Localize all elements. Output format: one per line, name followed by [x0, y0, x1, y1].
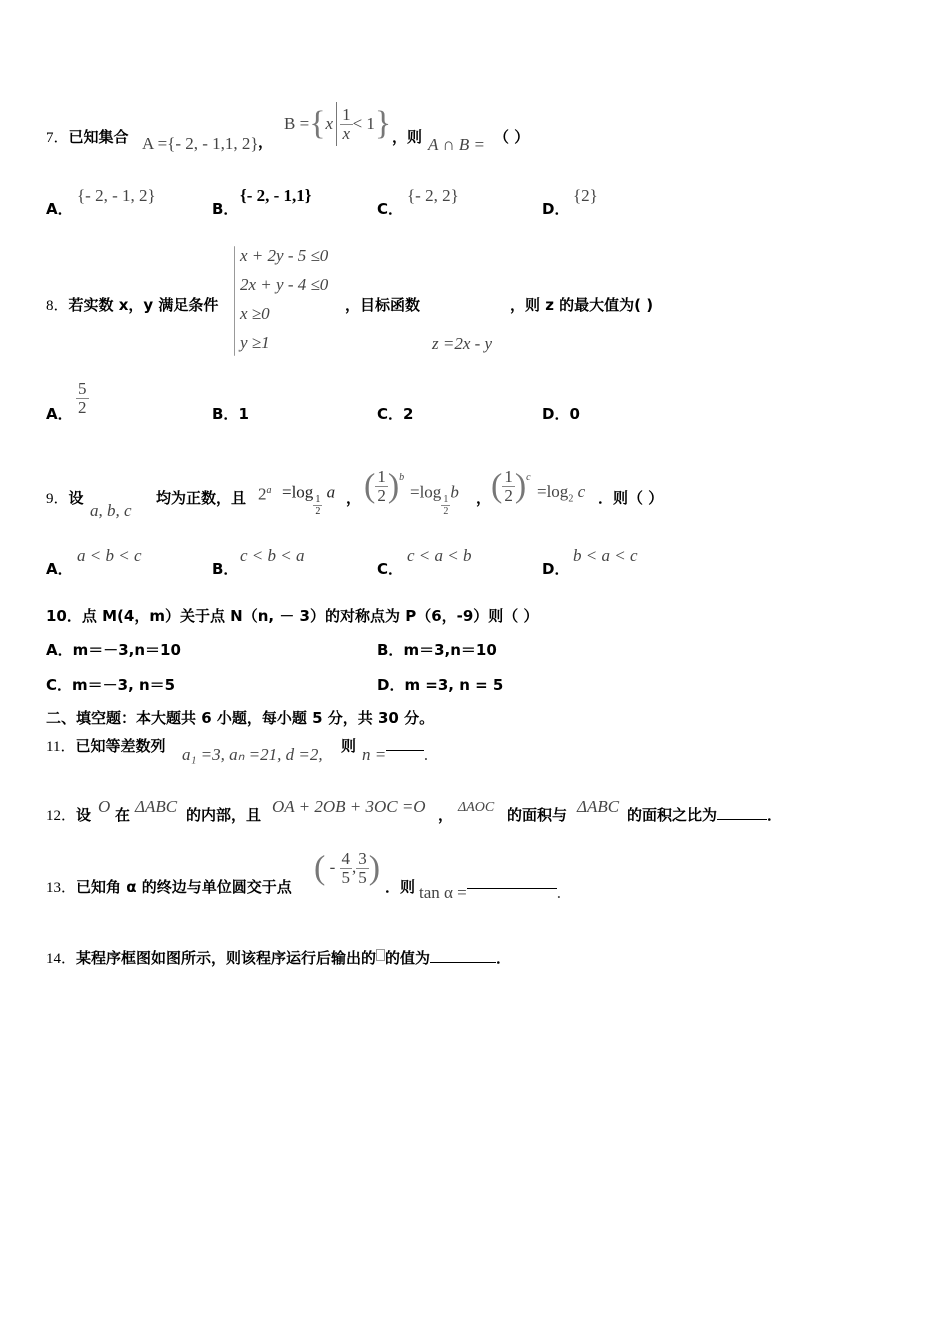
q11-answer[interactable] — [362, 745, 428, 765]
exponent: b — [399, 472, 405, 483]
q7-option-c[interactable]: {- 2, 2} — [407, 186, 459, 205]
label: C． — [377, 405, 404, 423]
q7-option-d[interactable]: {2} — [573, 186, 598, 205]
section-heading-fill-in: 二、填空题：本大题共 6 小题，每小题 5 分，共 30 分。 — [46, 709, 435, 727]
q7-set-b-rhs: < 1 — [352, 114, 375, 133]
numerator: 1 — [504, 467, 513, 486]
q10-option-b[interactable] — [377, 641, 497, 659]
denominator: x — [342, 123, 351, 143]
q8-option-d[interactable] — [542, 405, 580, 423]
q9-option-d-label: D． — [542, 560, 570, 578]
log: =log — [282, 482, 314, 502]
q9-comma: ， — [346, 489, 362, 507]
left-brace-icon: { — [309, 105, 326, 142]
arg: b — [450, 482, 459, 502]
q7-option-b[interactable]: {- 2, - 1,1} — [240, 186, 312, 205]
q7-option-a-label: A． — [46, 200, 73, 218]
numerator: 1 — [443, 494, 449, 505]
q9-eq3: ( $\frac{1}{2}$ )$^c$ — [491, 467, 531, 505]
minus: - — [329, 857, 336, 877]
denominator: 2 — [78, 398, 87, 417]
denominator: 5 — [341, 868, 350, 887]
q7-comma: ， — [258, 133, 274, 151]
q9-text3: ．则（ ） — [598, 489, 664, 507]
q9-eq1-rhs — [282, 482, 336, 517]
q9-option-d[interactable]: b < a < c — [573, 546, 638, 565]
arg: c — [577, 482, 586, 501]
q10-option-c[interactable] — [46, 676, 175, 694]
denominator: 2 — [315, 506, 321, 517]
answer-blank[interactable] — [717, 819, 767, 820]
label: B． — [212, 405, 239, 423]
value: m＝－3, n＝5 — [72, 676, 176, 694]
q8-option-a-label: A． — [46, 405, 73, 423]
q11-math: a₁ =3, aₙ =21, d =2, — [182, 745, 323, 764]
text: 在 — [115, 806, 131, 824]
value: 0 — [569, 405, 580, 423]
denominator: 2 — [504, 486, 513, 505]
q7-answer-paren: （ ） — [494, 128, 530, 146]
q8-condition: x ≥0 — [240, 304, 270, 323]
log: =log — [410, 482, 442, 502]
tan-alpha: tan α = — [419, 883, 467, 902]
q11-text2: 则 — [341, 737, 357, 755]
text: 的面积之比为 — [627, 806, 718, 824]
label: D． — [542, 405, 570, 423]
q9-vars: a, b, c — [90, 501, 132, 520]
q7-set-b-lhs: B = — [284, 114, 310, 133]
value: m =3, n = 5 — [404, 676, 504, 694]
q8-option-c[interactable] — [377, 405, 413, 423]
text: ， — [438, 806, 454, 824]
numerator: 3 — [358, 849, 367, 868]
q7-text2: ，则 — [392, 128, 423, 146]
q9-option-b-label: B． — [212, 560, 239, 578]
q12-triangle-abc: ΔABC — [135, 797, 178, 816]
q9-option-a[interactable]: a < b < c — [77, 546, 142, 565]
q9-eq2-rhs — [410, 482, 459, 517]
q10-option-d[interactable] — [377, 676, 503, 694]
period: ． — [767, 806, 783, 824]
q10-text: 10．点 M(4，m）关于点 N（n, － 3）的对称点为 P（6，-9）则（ ） — [46, 607, 539, 625]
missing-symbol-icon — [376, 949, 385, 961]
denominator: 2 — [377, 486, 386, 505]
label: B． — [377, 641, 404, 659]
q11-number: 11． — [46, 739, 76, 755]
label: C． — [46, 676, 73, 694]
denominator: 5 — [358, 868, 367, 887]
q8-text3: ，则 z 的最大值为( ) — [510, 296, 654, 314]
q13-text: 已知角 α 的终边与单位圆交于点 — [76, 878, 292, 896]
text: 的面积与 — [507, 806, 568, 824]
q9-option-a-label: A． — [46, 560, 73, 578]
q7-option-a[interactable]: {- 2, - 1, 2} — [77, 186, 156, 205]
q9-eq1 — [258, 481, 272, 505]
system-brace-icon — [234, 246, 235, 356]
q8-text: 若实数 x，y 满足条件 — [68, 296, 219, 314]
q13-number: 13． — [46, 880, 77, 896]
q7-text: 已知集合 — [68, 128, 129, 146]
q8-text2: ，目标函数 — [345, 296, 421, 314]
q8-number: 8． — [46, 298, 69, 314]
q9-text: 设 — [68, 489, 84, 507]
lhs: n = — [362, 745, 387, 764]
q9-text2: 均为正数，且 — [156, 489, 247, 507]
q7-number: 7． — [46, 130, 69, 146]
exponent: c — [526, 472, 531, 483]
value: m＝－3,n＝10 — [72, 641, 181, 659]
q7-option-b-label: B． — [212, 200, 239, 218]
q14-number: 14． — [46, 951, 77, 967]
answer-blank[interactable] — [386, 750, 424, 751]
q8-condition: y ≥1 — [240, 333, 270, 352]
q10-option-a[interactable] — [46, 641, 181, 659]
text: 设 — [76, 806, 92, 824]
q9-option-b[interactable]: c < b < a — [240, 546, 305, 565]
value: 1 — [238, 405, 249, 423]
q7-option-c-label: C． — [377, 200, 404, 218]
q8-condition: 2x + y - 4 ≤0 — [240, 275, 329, 294]
numerator: 5 — [78, 379, 87, 398]
q11-text: 已知等差数列 — [75, 737, 166, 755]
numerator: 1 — [377, 467, 386, 486]
q9-option-c[interactable]: c < a < b — [407, 546, 472, 565]
log: =log — [537, 482, 569, 501]
q9-comma: ， — [476, 489, 492, 507]
subscript: 2 — [568, 493, 574, 505]
label: A． — [46, 641, 73, 659]
value: m＝3,n＝10 — [403, 641, 497, 659]
q7-set-b — [284, 102, 391, 146]
q14-text: 某程序框图如图所示，则该程序运行后输出的 — [76, 949, 377, 967]
q12-point-o: O — [98, 797, 111, 816]
period: . — [424, 745, 429, 764]
q13-text2: ．则 — [385, 878, 416, 896]
q8-condition: x + 2y - 5 ≤0 — [240, 246, 329, 265]
q7-set-b-x: x — [325, 114, 334, 133]
q9-number: 9． — [46, 491, 69, 507]
q8-objective: z =2x - y — [432, 334, 493, 353]
numerator: 4 — [341, 849, 350, 868]
q8-option-b[interactable] — [212, 405, 249, 423]
numerator: 1 — [342, 104, 351, 124]
q7-option-d-label: D． — [542, 200, 570, 218]
numerator: 1 — [315, 494, 321, 505]
label: D． — [377, 676, 405, 694]
q12-triangle-abc: ΔABC — [577, 797, 620, 816]
divider — [336, 102, 337, 146]
q7-set-a: A ={- 2, - 1,1, 2} — [142, 134, 259, 153]
period: . — [556, 883, 562, 902]
q9-option-c-label: C． — [377, 560, 404, 578]
denominator: 2 — [443, 506, 449, 517]
q8-option-a[interactable] — [76, 380, 89, 417]
q9-eq3-rhs — [537, 482, 585, 509]
q12-triangle-aoc: ΔAOC — [458, 800, 495, 815]
answer-blank[interactable] — [467, 888, 557, 889]
q7-intersection: A ∩ B = — [428, 135, 485, 154]
q12-number: 12． — [46, 808, 77, 824]
text: 的内部，且 — [186, 806, 262, 824]
text: 的值为 — [385, 949, 431, 967]
value: 2 — [403, 405, 414, 423]
arg: a — [326, 482, 336, 502]
q13-point: ( - $\frac{4}{5}$ , $\frac{3}{5}$ ) — [314, 849, 381, 887]
exponent: a — [266, 485, 272, 496]
q7-fraction — [340, 106, 353, 143]
base: 2 — [258, 484, 267, 504]
right-brace-icon: } — [374, 105, 392, 142]
q13-tan — [419, 883, 561, 903]
period: ． — [496, 949, 512, 967]
answer-blank[interactable] — [430, 962, 496, 963]
q12-vector-eq: OA + 2OB + 3OC =O — [272, 797, 426, 816]
q9-eq2: ( $\frac{1}{2}$ )$^b$ — [364, 467, 405, 505]
